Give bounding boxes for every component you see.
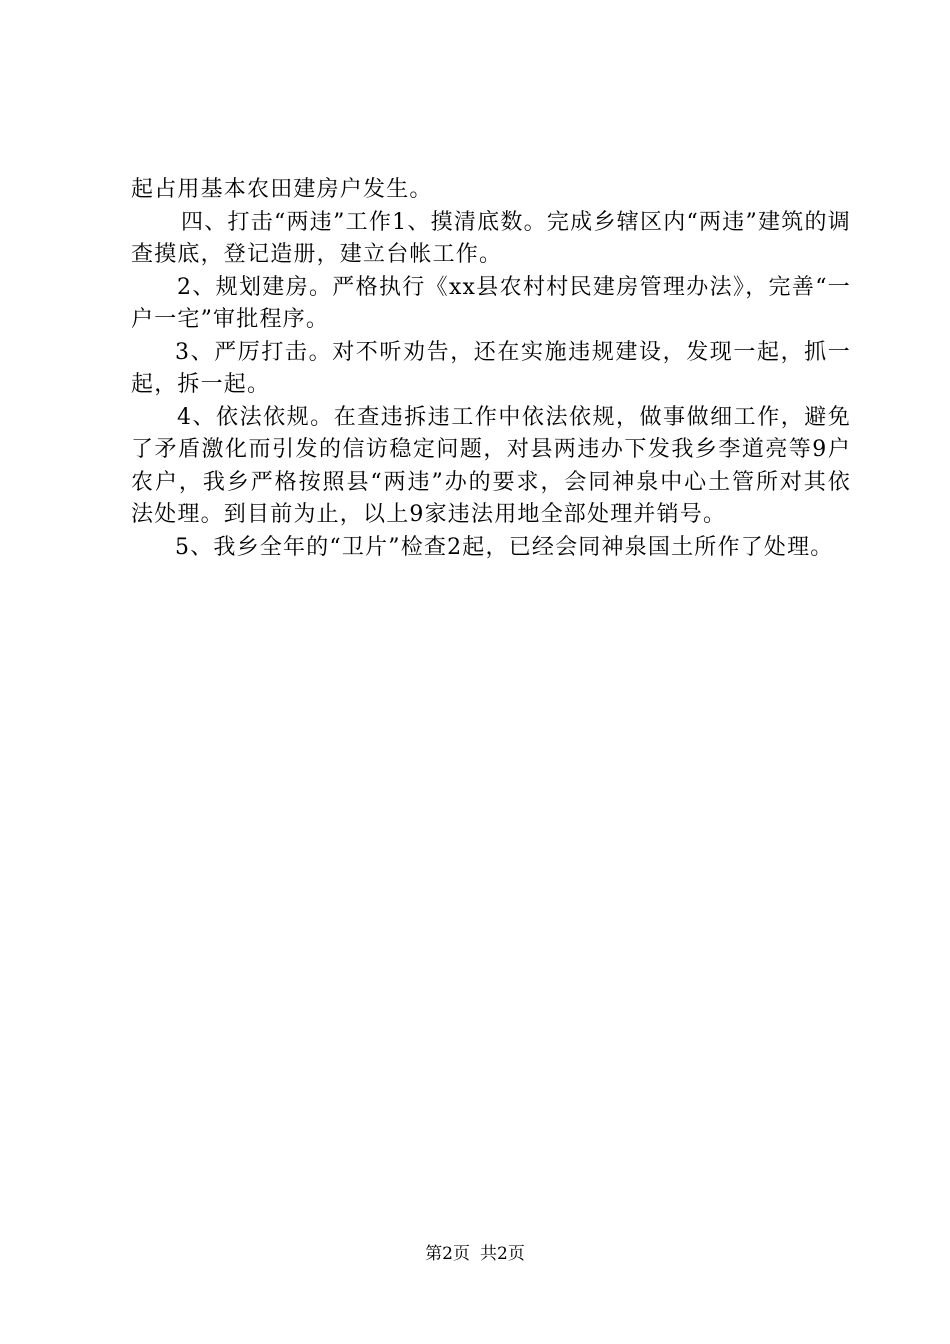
page-number-total: 共2页 [480,1244,525,1264]
page-footer [0,1243,950,1265]
page-number-current: 第2页 [425,1244,470,1264]
paragraph-continuation: 起占用基本农田建房户发生。 [131,177,433,202]
paragraph-item-2: 2、规划建房。严格执行《xx县农村村民建房管理办法》，完善“一户一宅”审批程序。 [131,274,851,332]
paragraph-item-4: 4、依法依规。在查违拆违工作中依法依规，做事做细工作，避免了矛盾激化而引发的信访稳定问题，对县两违办下发我乡李道亮等9户农户，我乡严格按照县“两违”办的要求，会同神泉中心土管所对其依法处理。到目前为止，以上9家违法用地全部处理并销号。 [131,404,851,527]
document-body [131,174,851,564]
paragraph-item-5: 5、我乡全年的“卫片”检查2起，已经会同神泉国土所作了处理。 [175,534,834,560]
paragraph-item-3: 3、严厉打击。对不听劝告，还在实施违规建设，发现一起，抓一起，拆一起。 [131,339,851,397]
paragraph-section-four: 四、打击“两违”工作1、摸清底数。完成乡辖区内“两违”建筑的调查摸底，登记造册，建立台帐工作。 [131,209,851,267]
